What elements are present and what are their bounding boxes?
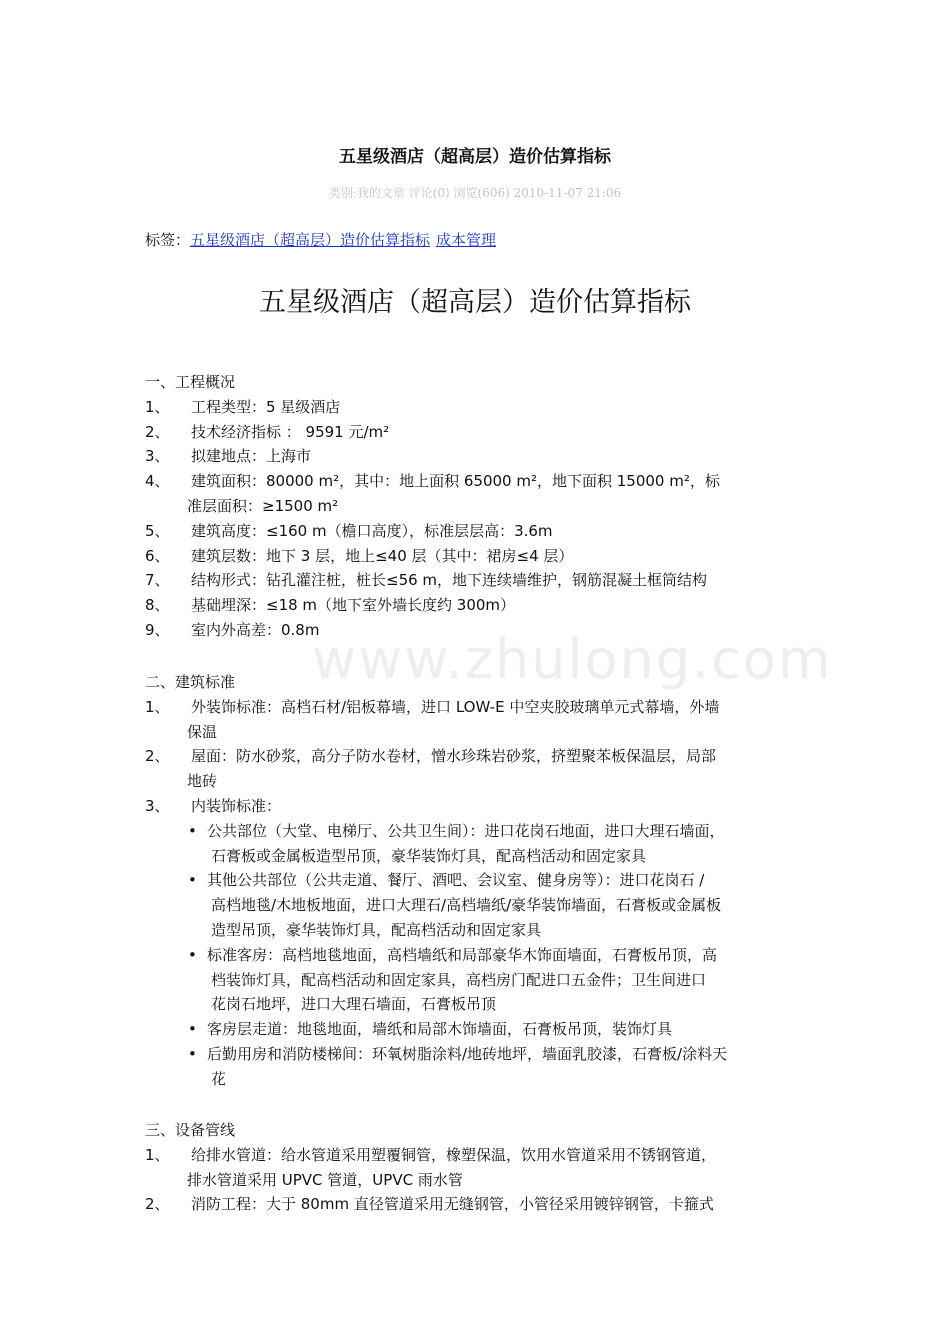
item-number: 6、	[145, 546, 170, 565]
item-number: 2、	[145, 1195, 170, 1214]
bullet-icon: •	[188, 871, 197, 890]
item-number: 1、	[145, 697, 170, 716]
item-text: 室内外高差：0.8m	[191, 621, 320, 639]
item-text: 保温	[187, 722, 218, 741]
bullet-text: 造型吊顶，豪华装饰灯具，配高档活动和固定家具	[211, 921, 542, 939]
watermark: www.zhulong.com	[312, 628, 833, 691]
bullet-icon: •	[188, 821, 197, 840]
item-text: 准层面积：≥1500 m²	[187, 497, 339, 515]
bullet-text: 公共部位（大堂、电梯厅、公共卫生间）：进口花岗石地面，进口大理石墙面，	[207, 821, 725, 840]
bullet-icon: •	[188, 1045, 197, 1063]
bullet-text: 花	[211, 1069, 227, 1088]
section-heading: 一、工程概况	[145, 373, 236, 391]
item-text: 建筑高度：≤160 m（檐口高度），标准层层高：3.6m	[191, 521, 553, 540]
bullet-icon: •	[188, 945, 197, 964]
tags-row	[145, 229, 502, 250]
item-text: 内装饰标准：	[191, 797, 282, 815]
item-text: 排水管道采用 UPVC 管道，UPVC 雨水管	[187, 1170, 463, 1189]
item-text: 外装饰标准：高档石材/铝板幕墙，进口 LOW-E 中空夹胶玻璃单元式幕墙，外墙	[191, 697, 720, 716]
bullet-text: 客房层走道：地毯地面，墙纸和局部木饰墙面，石膏板吊顶，装饰灯具	[207, 1020, 673, 1039]
bullet-text: 其他公共部位（公共走道、餐厅、酒吧、会议室、健身房等）：进口花岗石 /	[207, 871, 705, 890]
item-text: 消防工程：大于 80mm 直径管道采用无缝钢管，小管径采用镀锌钢管，卡箍式	[191, 1195, 714, 1214]
section-heading: 三、设备管线	[145, 1121, 236, 1139]
bullet-text: 高档地毯/木地板地面，进口大理石/高档墙纸/豪华装饰墙面，石膏板或金属板	[211, 896, 722, 915]
item-text: 拟建地点：上海市	[191, 447, 312, 466]
section-heading: 二、建筑标准	[145, 673, 236, 691]
bullet-text: 标准客房：高档地毯地面，高档墙纸和局部豪华木饰面墙面，石膏板吊顶，高	[207, 945, 718, 964]
item-text: 结构形式：钻孔灌注桩，桩长≤56 m，地下连续墙维护，钢筋混凝土框筒结构	[191, 571, 708, 590]
bullet-text: 石膏板或金属板造型吊顶，豪华装饰灯具，配高档活动和固定家具	[211, 846, 647, 865]
tags-label: 标签：	[145, 231, 191, 249]
item-number: 3、	[145, 797, 170, 815]
item-number: 8、	[145, 596, 170, 615]
item-text: 给排水管道：给水管道采用塑覆铜管，橡塑保温，饮用水管道采用不锈钢管道，	[191, 1145, 717, 1164]
tag-link-title[interactable]: 五星级酒店（超高层）造价估算指标	[190, 231, 431, 249]
item-number: 9、	[145, 621, 170, 639]
item-text: 地砖	[187, 772, 218, 791]
item-number: 1、	[145, 397, 170, 416]
bullet-icon: •	[188, 1020, 197, 1039]
item-text: 建筑面积：80000 m²，其中：地上面积 65000 m²，地下面积 15000 m²，标	[191, 472, 720, 491]
item-text: 基础埋深：≤18 m（地下室外墙长度约 300m）	[191, 596, 516, 615]
bullet-text: 档装饰灯具，配高档活动和固定家具，高档房门配进口五金件；卫生间进口	[211, 970, 707, 989]
page-title: 五星级酒店（超高层）造价估算指标	[339, 147, 611, 167]
item-number: 7、	[145, 571, 170, 590]
item-text: 技术经济指标 ： 9591 元/m²	[191, 422, 390, 441]
article-meta: 类别:我的文章 评论(0) 浏览(606) 2010-11-07 21:06	[328, 186, 622, 200]
item-text: 建筑层数：地下 3 层，地上≤40 层（其中：裙房≤4 层）	[191, 546, 574, 565]
item-number: 3、	[145, 447, 170, 466]
item-number: 1、	[145, 1145, 170, 1164]
bullet-text: 后勤用房和消防楼梯间：环氧树脂涂料/地砖地坪，墙面乳胶漆，石膏板/涂料天	[207, 1045, 728, 1063]
tag-link-cost[interactable]: 成本管理	[436, 231, 497, 249]
item-number: 4、	[145, 472, 170, 491]
item-number: 2、	[145, 422, 170, 441]
bullet-text: 花岗石地坪，进口大理石墙面，石膏板吊顶	[211, 995, 497, 1014]
main-heading: 五星级酒店（超高层）造价估算指标	[259, 287, 691, 318]
item-text: 工程类型：5 星级酒店	[191, 397, 341, 416]
item-number: 5、	[145, 521, 170, 540]
item-text: 屋面：防水砂浆，高分子防水卷材，憎水珍珠岩砂浆，挤塑聚苯板保温层，局部	[191, 747, 717, 766]
item-number: 2、	[145, 747, 170, 766]
